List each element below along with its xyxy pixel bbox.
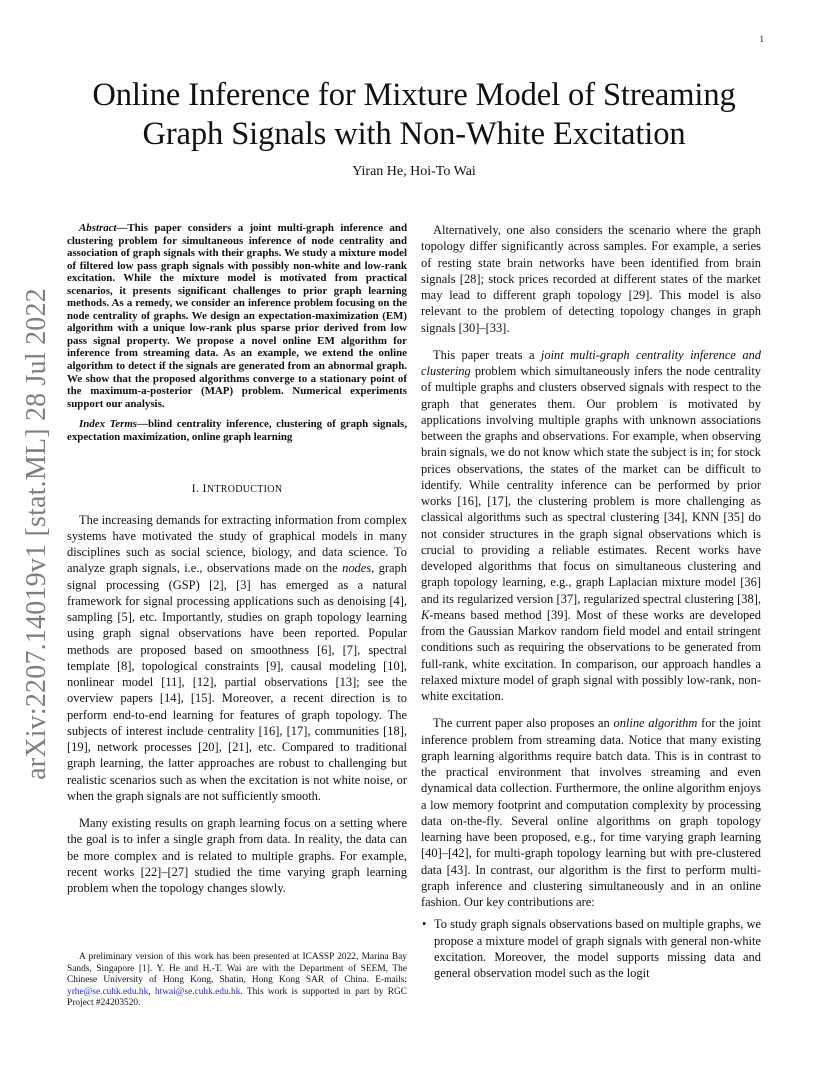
right-p2-text-b: problem which simultaneously infers the node centrality of multiple graphs and clusters observed signals with respect to the graph that generates them. Our problem is motivated by applications involving multiple graphs with unknown associations between the graphs and observations. For example, when observing brain signals, we do not know which state the subject is in; for stock prices observations, the states of the market can be difficult to identify. While centrality inference can be performed by prior works [16], [17], the clustering problem is more challenging as classical algorithms such as spectral clustering [34], KNN [35] do not consider structures in the graph signal observations which is crucial to providing a reliable estimates. Recent works have developed algorithms that focus on simultaneous clustering and graph topology learning, e.g., graph Laplacian mixture model [36] and its regularized version [37], regularized spectral clustering [38],: [421, 364, 761, 606]
intro-paragraph-1: [67, 512, 407, 805]
intro-p1-text-b: , graph signal processing (GSP) [2], [3] has emerged as a natural framework for signal processing applications such as denoising [4], sampling [5], etc. Importantly, studies on graph topology learning using graph signal observations have been reported. Popular methods are proposed based on smoothness [6], [7], spectral template [8], topological constraints [9], causal modeling [10], nonlinear model [11], [12], partial observations [13]; see the overview papers [14], [15]. Moreover, a recent direction is to perform end-to-end learning for features of graph topology. The subjects of interest include centrality [16], [17], communities [18], [19], network processes [20], [21], etc. Compared to traditional graph learning, the latter approaches are robust to challenging but realistic scenarios such as when the excitation is not white noise, or when the graph signals are not sufficiently smooth.: [67, 561, 407, 803]
section-initial: I: [202, 481, 207, 496]
paper-title: Online Inference for Mixture Model of Streaming Graph Signals with Non-White Excitation: [92, 77, 736, 152]
right-p3-text-b: for the joint inference problem from streaming data. Notice that many existing graph learning algorithms require batch data. This is in contrast to the practical environment that involves streaming and even dynamical data collection. Furthermore, the online algorithm enjoys a low memory footprint and computation complexity by processing data on-the-fly. Several online algorithms on graph topology learning have been proposed, e.g., for time varying graph learning [40]–[42], for multi-graph topology learning but with pre-clustered data [43]. In contrast, our algorithm is the first to perform multi-graph inference and clustering simultaneously and in an online fashion. Our key contributions are:: [421, 716, 761, 909]
footnote-text-b: . This work is supported in part by RGC Project #24203520.: [67, 986, 407, 1009]
right-p3-text-a: The current paper also proposes an: [433, 716, 610, 731]
intro-p1-text-a: The increasing demands for extracting information from complex systems have motivated the study of graphical models in many disciplines such as social science, biology, and data science. To analyze graph signals, i.e., observations made on the: [67, 512, 407, 576]
right-p2-text-c: -means based method [39]. Most of these works are developed from the Gaussian Markov random field model and entail stringent conditions such as requiring the observations to be generated from full-rank, white excitation. In comparison, our approach handles a relaxed mixture model of graph signal with possibly low-rank, non-white excitation.: [421, 607, 761, 703]
footnote-separator: ,: [148, 986, 155, 997]
paper-authors: Yiran He, Hoi-To Wai: [352, 164, 476, 179]
arxiv-identifier-stamp[interactable]: [14, 288, 60, 780]
arxiv-identifier-text: arXiv:2207.14019v1 [stat.ML] 28 Jul 2022: [21, 288, 52, 780]
right-p3-emphasis: online algorithm: [613, 716, 698, 731]
section-heading-introduction: [67, 480, 407, 498]
abstract: [67, 222, 407, 410]
section-title-rest: NTRODUCTION: [206, 484, 283, 496]
left-column: [67, 222, 407, 896]
contribution-item: • To study graph signals observations based on multiple graphs, we propose a mixture model of graph signals with general non-white excitation. Moreover, the model supports missing data and general observation model such as the logit: [421, 916, 761, 981]
contributions-list: [421, 916, 761, 981]
right-p2-text-a: This paper treats a: [433, 347, 535, 362]
index-terms-label: Index Terms: [79, 418, 138, 431]
right-column: [421, 222, 761, 981]
page-number: 1: [759, 34, 764, 44]
footnote: [67, 952, 407, 1010]
abstract-label: Abstract: [79, 222, 117, 234]
right-paragraph-2: [421, 347, 761, 705]
intro-p1-emphasis: nodes: [342, 561, 372, 576]
index-terms: [67, 418, 407, 443]
right-paragraph-1: Alternatively, one also considers the scenario where the graph topology differ significantly across samples. For example, a series of resting state brain networks have been identified from brain signals [28]; stock prices recorded at different states of the market may lead to different graph topology [29]. This model is also relevant to the problem of detecting topology changes in graph signals [30]–[33].: [421, 223, 761, 335]
index-terms-text: —blind centrality inference, clustering of graph signals, expectation maximization, online graph learning: [67, 418, 407, 443]
right-paragraph-3: [421, 715, 761, 910]
intro-paragraph-2: Many existing results on graph learning focus on a setting where the goal is to infer a single graph from data. In reality, the data can be more complex and is related to multiple graphs. For example, recent works [22]–[27] studied the time varying graph learning problem when the topology changes slowly.: [67, 816, 407, 896]
right-p2-emphasis: joint multi-graph centrality inference and clustering: [421, 347, 762, 378]
right-p2-math-k: K: [421, 607, 430, 622]
footnote-text-a: A preliminary version of this work has been presented at ICASSP 2022, Marina Bay Sands, Singapore [1]. Y. He and H.-T. Wai are with the Department of SEEM, The Chinese University of Hong Kong, Shatin, Hong Kong SAR of China. E-mails:: [67, 952, 407, 986]
email-link-2[interactable]: htwai@se.cuhk.edu.hk: [154, 986, 241, 997]
abstract-text: —This paper considers a joint multi-graph inference and clustering problem for simultaneous inference of node centrality and association of graph signals with their graphs. We study a mixture model of filtered low pass graph signals with possibly non-white and low-rank excitation. While the mixture model is motivated from practical scenarios, it presents significant challenges to prior graph learning methods. As a remedy, we consider an inference problem focusing on the node centrality of graphs. We design an expectation-maximization (EM) algorithm with a unique low-rank plus sparse prior derived from low pass signal property. We propose a novel online EM algorithm for inference from streaming data. As an example, we extend the online algorithm to detect if the signals are generated from an abnormal graph. We show that the proposed algorithms converge to a stationary point of the maximum-a-posterior (MAP) problem. Numerical experiments support our analysis.: [67, 222, 407, 410]
section-number: I.: [191, 481, 203, 496]
email-link-1[interactable]: yrhe@se.cuhk.edu.hk: [67, 986, 149, 997]
